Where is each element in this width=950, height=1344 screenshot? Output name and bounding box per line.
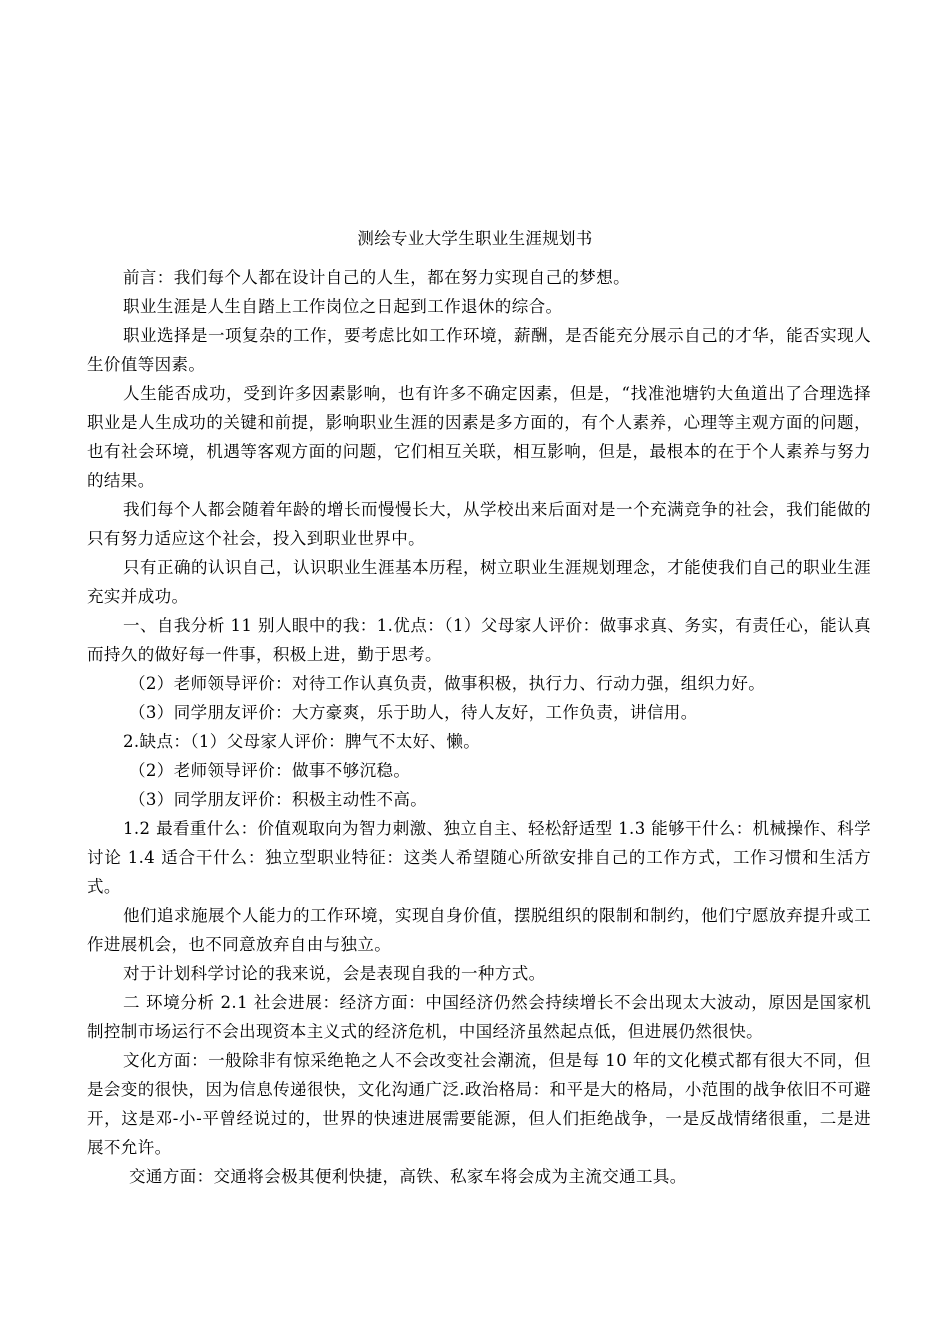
paragraph: 前言：我们每个人都在设计自己的人生，都在努力实现自己的梦想。 xyxy=(123,268,630,287)
paragraph: 我们每个人都会随着年龄的增长而慢慢长大，从学校出来后面对是一个充满竞争的社会，我们能做的只有努力适应这个社会，投入到职业世界中。 xyxy=(87,500,871,548)
document-body xyxy=(87,263,871,1191)
paragraph: （2）老师领导评价：做事不够沉稳。 xyxy=(129,761,411,780)
paragraph: 他们追求施展个人能力的工作环境，实现自身价值，摆脱组织的限制和制约，他们宁愿放弃提升或工作进展机会，也不同意放弃自由与独立。 xyxy=(87,906,871,954)
paragraph: 2.缺点：（1）父母家人评价：脾气不太好、懒。 xyxy=(123,732,481,751)
paragraph: 二 环境分析 2.1 社会进展：经济方面：中国经济仍然会持续增长不会出现太大波动，原因是国家机制控制市场运行不会出现资本主义式的经济危机，中国经济虽然起点低，但进展仍然很快。 xyxy=(87,993,871,1041)
paragraph: 1.2 最看重什么：价值观取向为智力刺激、独立自主、轻松舒适型 1.3 能够干什么：机械操作、科学讨论 1.4 适合干什么：独立型职业特征：这类人希望随心所欲安排自己的工作方式，工作习惯和生活方式。 xyxy=(87,819,871,896)
document-title: 测绘专业大学生职业生涯规划书 xyxy=(357,229,593,248)
paragraph: （3）同学朋友评价：大方豪爽，乐于助人，待人友好，工作负责，讲信用。 xyxy=(129,703,698,722)
paragraph: 文化方面：一般除非有惊采绝艳之人不会改变社会潮流，但是每 10 年的文化模式都有很大不同，但是会变的很快，因为信息传递很快，文化沟通广泛.政治格局：和平是大的格局，小范围的战争依旧不可避开，这是邓-小-平曾经说过的，世界的快速进展需要能源，但人们拒绝战争，一是反战情绪很重，二是进展不允许。 xyxy=(87,1051,871,1157)
paragraph: 交通方面：交通将会极其便利快捷，高铁、私家车将会成为主流交通工具。 xyxy=(129,1167,687,1186)
paragraph: 一、自我分析 11 别人眼中的我：1.优点：（1）父母家人评价：做事求真、务实，有责任心，能认真而持久的做好每一件事，积极上进，勤于思考。 xyxy=(87,616,871,664)
paragraph: 对于计划科学讨论的我来说，会是表现自我的一种方式。 xyxy=(123,964,546,983)
paragraph: 只有正确的认识自己，认识职业生涯基本历程，树立职业生涯规划理念，才能使我们自己的职业生涯充实并成功。 xyxy=(87,558,871,606)
paragraph: 人生能否成功，受到许多因素影响，也有许多不确定因素，但是，“找准池塘钓大鱼道出了合理选择职业是人生成功的关键和前提，影响职业生涯的因素是多方面的，有个人素养，心理等主观方面的问题，也有社会环境，机遇等客观方面的问题，它们相互关联，相互影响，但是，最根本的在于个人素养与努力的结果。 xyxy=(87,384,871,490)
paragraph: （2）老师领导评价：对待工作认真负责，做事积极，执行力、行动力强，组织力好。 xyxy=(129,674,766,693)
paragraph: 职业生涯是人生自踏上工作岗位之日起到工作退休的综合。 xyxy=(123,297,563,316)
paragraph: 职业选择是一项复杂的工作，要考虑比如工作环境，薪酬，是否能充分展示自己的才华，能否实现人生价值等因素。 xyxy=(87,326,871,374)
paragraph: （3）同学朋友评价：积极主动性不高。 xyxy=(129,790,428,809)
